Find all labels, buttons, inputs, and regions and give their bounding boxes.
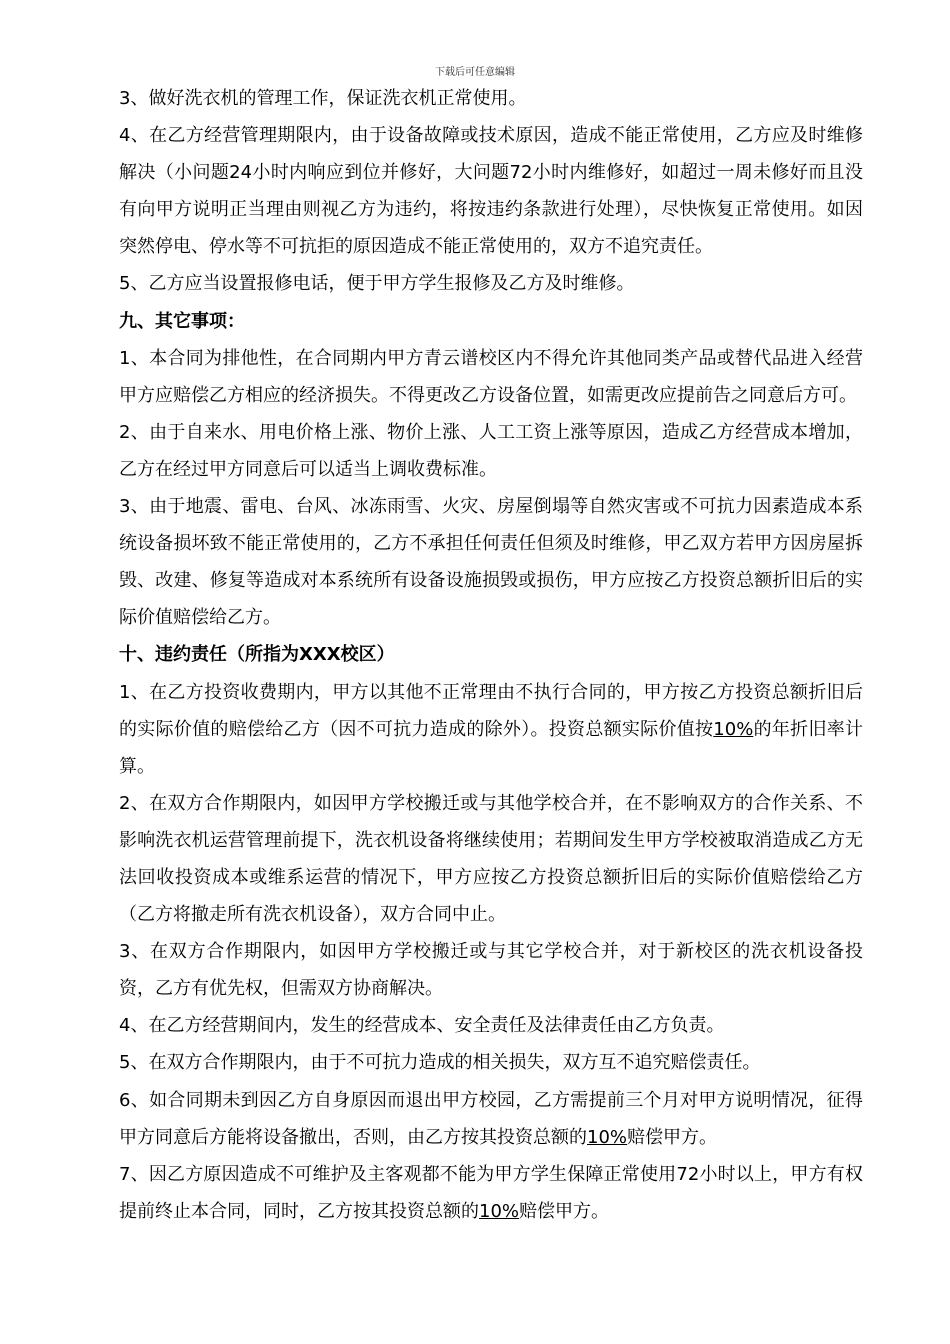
paragraph-10-7: [119, 1156, 863, 1230]
underlined-rate: 10%: [479, 1200, 520, 1222]
text-segment: 赔偿甲方。: [519, 1200, 610, 1222]
paragraph-8-5: 5、乙方应当设置报修电话，便于甲方学生报修及乙方及时维修。: [119, 273, 635, 295]
section-heading-10: 十、违约责任（所指为XXX校区）: [119, 644, 395, 666]
underlined-rate: 10%: [713, 718, 754, 740]
document-body: [119, 80, 863, 1230]
text-segment: 7、因乙方原因造成不可维护及主客观都不能为甲方学生保障正常使用72小时以上，甲方有权提前终止本合同，同时，乙方按其投资总额的: [119, 1163, 863, 1222]
paragraph-9-1: 1、本合同为排他性，在合同期内甲方青云谱校区内不得允许其他同类产品或替代品进入经营甲方应赔偿乙方相应的经济损失。不得更改乙方设备位置，如需更改应提前告之同意后方可。: [119, 347, 863, 406]
paragraph-8-4: 4、在乙方经营管理期限内，由于设备故障或技术原因，造成不能正常使用，乙方应及时维修解决（小问题24小时内响应到位并修好，大问题72小时内维修好，如超过一周未修好而且没有向甲方说明正当理由则视乙方为违约，将按违约条款进行处理），尽快恢复正常使用。如因突然停电、停水等不可抗拒的原因造成不能正常使用的，双方不追究责任。: [119, 125, 863, 258]
text-segment: 1、在乙方投资收费期内，甲方以其他不正常理由不执行合同的，甲方按乙方投资总额折旧后的实际价值的赔偿给乙方（因不可抗力造成的除外）。投资总额实际价值按: [119, 681, 863, 740]
section-heading-9: 九、其它事项：: [119, 310, 245, 332]
paragraph-10-6: [119, 1082, 863, 1156]
paragraph-8-3: 3、做好洗衣机的管理工作，保证洗衣机正常使用。: [119, 88, 527, 109]
paragraph-9-3: 3、由于地震、雷电、台风、冰冻雨雪、火灾、房屋倒塌等自然灾害或不可抗力因素造成本系统设备损坏致不能正常使用的，乙方不承担任何责任但须及时维修，甲乙双方若甲方因房屋拆毁、改建、修复等造成对本系统所有设备设施损毁或损伤，甲方应按乙方投资总额折旧后的实际价值赔偿给乙方。: [119, 496, 863, 629]
paragraph-10-1: [119, 674, 863, 785]
paragraph-10-5: 5、在双方合作期限内，由于不可抗力造成的相关损失，双方互不追究赔偿责任。: [119, 1052, 761, 1074]
paragraph-10-2: 2、在双方合作期限内，如因甲方学校搬迁或与其他学校合并，在不影响双方的合作关系、不影响洗衣机运营管理前提下，洗衣机设备将继续使用；若期间发生甲方学校被取消造成乙方无法回收投资成本或维系运营的情况下，甲方应按乙方投资总额折旧后的实际价值赔偿给乙方（乙方将撤走所有洗衣机设备），双方合同中止。: [119, 792, 863, 926]
underlined-rate: 10%: [587, 1126, 628, 1148]
paragraph-10-3: 3、在双方合作期限内，如因甲方学校搬迁或与其它学校合并，对于新校区的洗衣机设备投资，乙方有优先权，但需双方协商解决。: [119, 941, 863, 1000]
text-segment: 赔偿甲方。: [627, 1126, 718, 1148]
text-segment: 的年折旧率计算。: [119, 718, 864, 777]
paragraph-10-4: 4、在乙方经营期间内，发生的经营成本、安全责任及法律责任由乙方负责。: [119, 1015, 725, 1037]
text-segment: 6、如合同期未到因乙方自身原因而退出甲方校园，乙方需提前三个月对甲方说明情况，征得甲方同意后方能将设备撤出，否则，由乙方按其投资总额的: [119, 1089, 863, 1148]
paragraph-9-2: 2、由于自来水、用电价格上涨、物价上涨、人工工资上涨等原因，造成乙方经营成本增加，乙方在经过甲方同意后可以适当上调收费标准。: [119, 421, 863, 480]
page-header: 下载后可任意编辑: [435, 67, 515, 78]
